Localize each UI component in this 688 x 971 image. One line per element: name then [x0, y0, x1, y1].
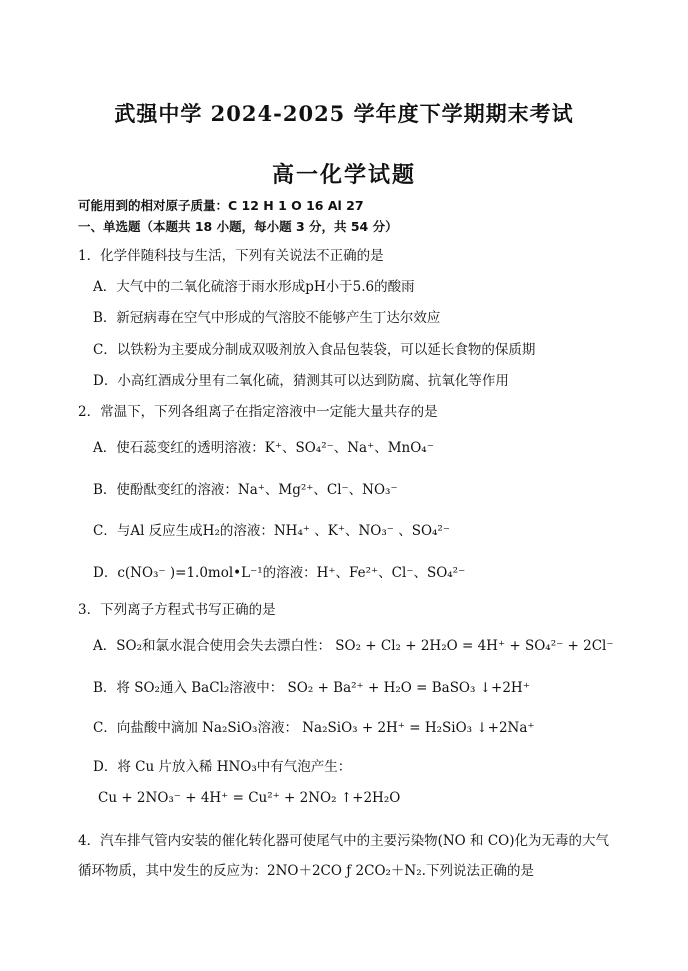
question-1-option-a: A．大气中的二氧化硫溶于雨水形成pH小于5.6的酸雨 — [93, 279, 415, 295]
question-3-option-a: A．SO₂和氯水混合使用会失去漂白性： SO₂ + Cl₂ + 2H₂O = 4H⁺ + SO₄²⁻ + 2Cl⁻ — [93, 638, 614, 654]
exam-subtitle: 高一化学试题 — [271, 162, 416, 188]
question-2-option-d: D．c(NO₃⁻ )=1.0mol•L⁻¹的溶液：H⁺、Fe²⁺、Cl⁻、SO₄²⁻ — [93, 565, 466, 581]
question-1-option-d: D．小高红酒成分里有二氧化硫，猜测其可以达到防腐、抗氧化等作用 — [93, 373, 509, 389]
section-title: 一、单选题（本题共 18 小题，每小题 3 分，共 54 分） — [78, 219, 398, 234]
question-1-stem: 1．化学伴随科技与生活，下列有关说法不正确的是 — [78, 248, 384, 264]
question-2-option-c: C．与Al 反应生成H₂的溶液：NH₄⁺ 、K⁺、NO₃⁻ 、SO₄²⁻ — [93, 523, 450, 539]
question-2-option-a: A．使石蕊变红的透明溶液：K⁺、SO₄²⁻、Na⁺、MnO₄⁻ — [93, 440, 434, 456]
question-3-option-d: D．将 Cu 片放入稀 HNO₃中有气泡产生： — [93, 759, 352, 775]
question-1-option-b: B．新冠病毒在空气中形成的气溶胶不能够产生丁达尔效应 — [93, 310, 441, 326]
question-3-stem: 3．下列离子方程式书写正确的是 — [78, 602, 276, 618]
question-3-option-d-equation: Cu + 2NO₃⁻ + 4H⁺ = Cu²⁺ + 2NO₂ ↑+2H₂O — [98, 790, 401, 806]
question-1-option-c: C．以铁粉为主要成分制成双吸剂放入食品包装袋，可以延长食物的保质期 — [93, 342, 536, 358]
question-2-option-b: B．使酚酞变红的溶液：Na⁺、Mg²⁺、Cl⁻、NO₃⁻ — [93, 482, 398, 498]
exam-title: 武强中学 2024-2025 学年度下学期期末考试 — [114, 101, 574, 126]
question-2-stem: 2．常温下，下列各组离子在指定溶液中一定能大量共存的是 — [78, 404, 438, 420]
question-4-stem-line-2: 循环物质，其中发生的反应为：2NO＋2CO ƒ 2CO₂＋N₂.下列说法正确的是 — [78, 863, 534, 879]
atomic-masses-note: 可能用到的相对原子质量：C 12 H 1 O 16 Al 27 — [78, 198, 364, 213]
question-3-option-c: C．向盐酸中滴加 Na₂SiO₃溶液： Na₂SiO₃ + 2H⁺ = H₂SiO₃ ↓+2Na⁺ — [93, 720, 535, 736]
question-4-stem-line-1: 4．汽车排气管内安装的催化转化器可使尾气中的主要污染物(NO 和 CO)化为无毒的大气 — [78, 833, 609, 849]
question-3-option-b: B．将 SO₂通入 BaCl₂溶液中： SO₂ + Ba²⁺ + H₂O = BaSO₃ ↓+2H⁺ — [93, 680, 530, 696]
